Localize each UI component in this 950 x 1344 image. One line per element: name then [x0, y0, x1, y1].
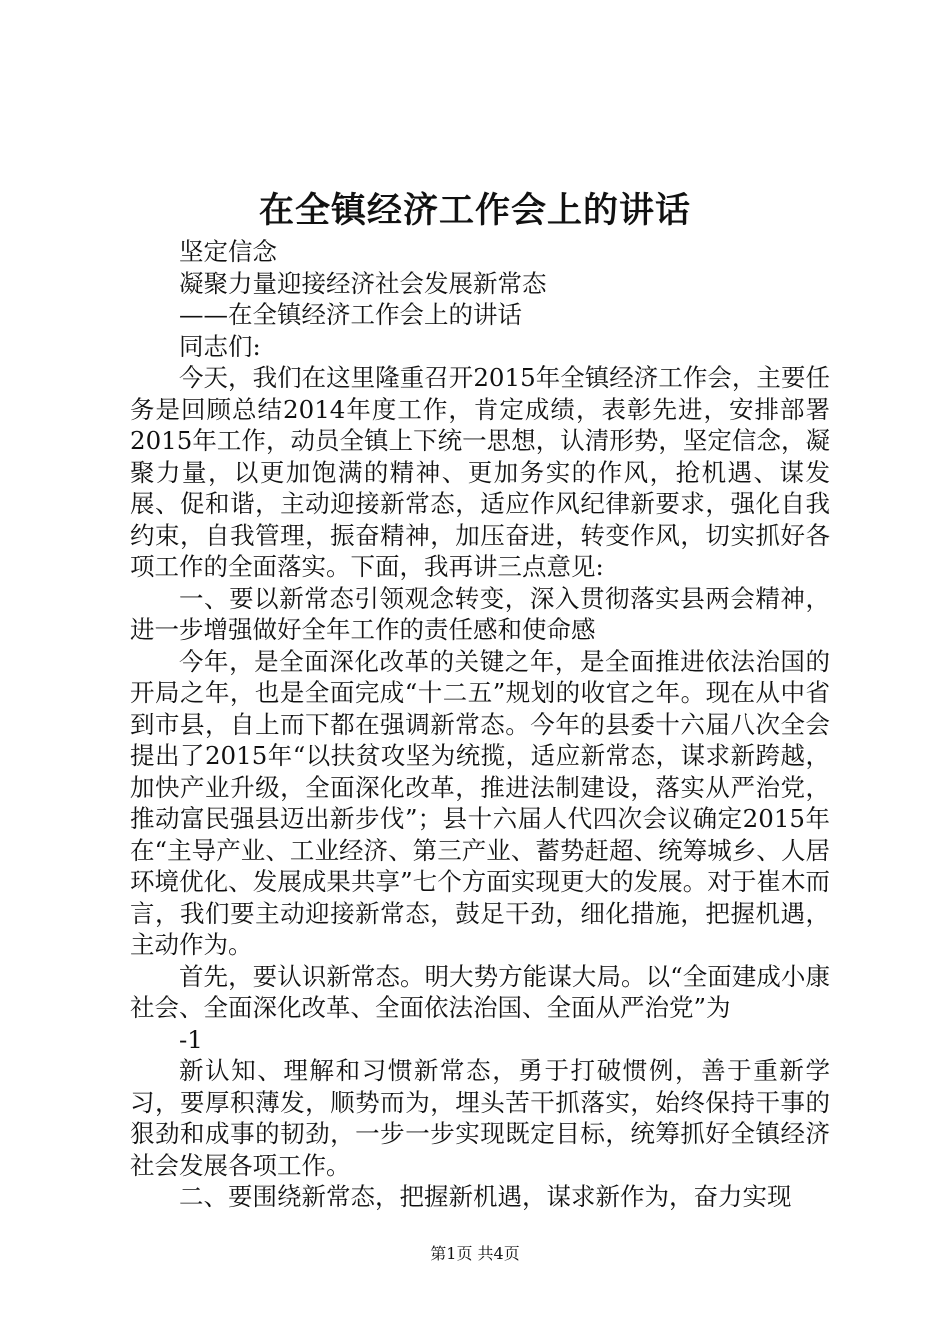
subtitle-line: 坚定信念	[179, 237, 277, 266]
subtitle-line: 凝聚力量迎接经济社会发展新常态	[179, 268, 547, 298]
section-heading: 二、要围绕新常态，把握新机遇，谋求新作为，奋力实现	[179, 1182, 792, 1211]
body-paragraph: 首先，要认识新常态。明大势方能谋大局。以“全面建成小康社会、全面深化改革、全面依法治国、全面从严治党”为	[130, 961, 830, 1022]
body-paragraph: 新认知、理解和习惯新常态，勇于打破惯例，善于重新学习，要厚积薄发，顺势而为，埋头苦干抓落实，始终保持干事的狠劲和成事的韧劲，一步一步实现既定目标，统筹抓好全镇经济社会发展各项工作。	[130, 1056, 830, 1180]
document-body	[130, 236, 830, 1213]
section-heading: 一、要以新常态引领观念转变，深入贯彻落实县两会精神，进一步增强做好全年工作的责任感和使命感	[130, 583, 830, 644]
page-number-footer: 第1页 共4页	[430, 1244, 520, 1263]
subtitle-line: ——在全镇经济工作会上的讲话	[179, 300, 522, 329]
body-paragraph: 今天，我们在这里隆重召开2015年全镇经济工作会，主要任务是回顾总结2014年度工作，肯定成绩，表彰先进，安排部署2015年工作，动员全镇上下统一思想，认清形势，坚定信念，凝聚力量，以更加饱满的精神、更加务实的作风，抢机遇、谋发展、促和谐，主动迎接新常态，适应作风纪律新要求，强化自我约束，自我管理，振奋精神，加压奋进，转变作风，切实抓好各项工作的全面落实。下面，我再讲三点意见:	[130, 363, 830, 581]
page-marker: -1	[179, 1024, 203, 1054]
document-title: 在全镇经济工作会上的讲话	[258, 190, 691, 231]
body-paragraph: 今年，是全面深化改革的关键之年，是全面推进依法治国的开局之年，也是全面完成“十二五”规划的收官之年。现在从中省到市县，自上而下都在强调新常态。今年的县委十六届八次全会提出了2015年“以扶贫攻坚为统揽，适应新常态，谋求新跨越，加快产业升级，全面深化改革，推进法制建设，落实从严治党，推动富民强县迈出新步伐”；县十六届人代四次会议确定2015年在“主导产业、工业经济、第三产业、蓄势赶超、统筹城乡、人居环境优化、发展成果共享”七个方面实现更大的发展。对于崔木而言，我们要主动迎接新常态，鼓足干劲，细化措施，把握机遇，主动作为。	[130, 646, 830, 959]
salutation: 同志们:	[179, 331, 261, 361]
